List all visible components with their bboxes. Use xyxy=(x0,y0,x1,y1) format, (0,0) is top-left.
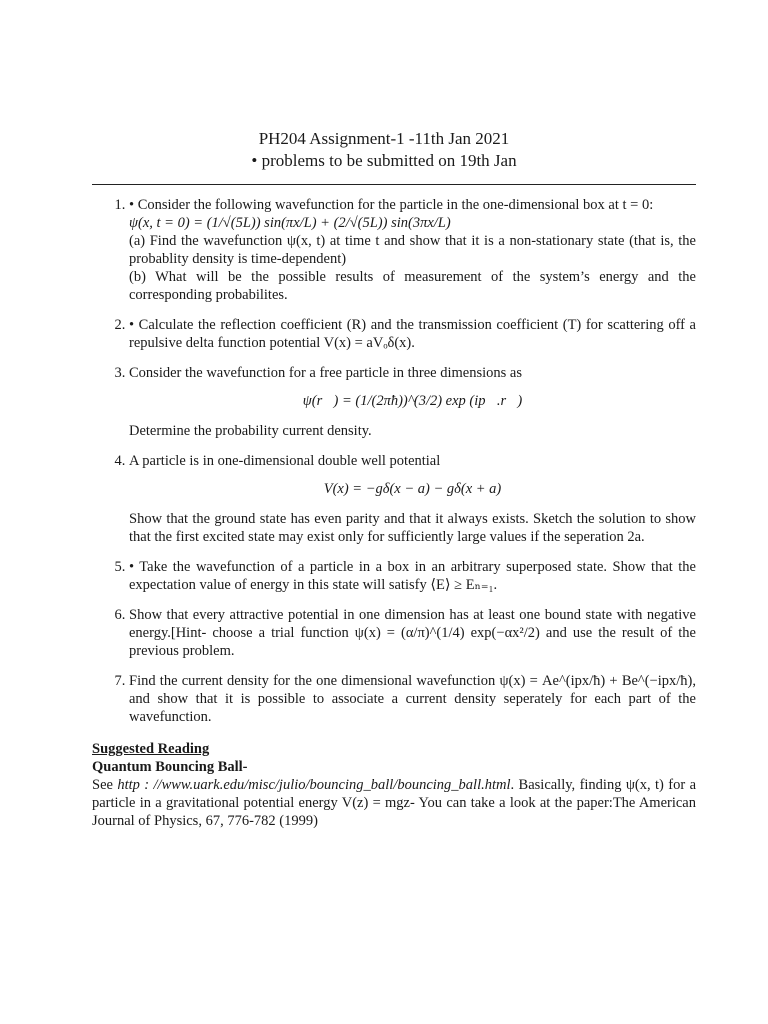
problem-4 xyxy=(129,452,696,546)
reading-see: See xyxy=(92,777,113,793)
problem-6 xyxy=(129,606,696,660)
problem-4-intro: A particle is in one-dimensional double well potential xyxy=(129,453,441,469)
problem-1-part-b: (b) What will be the possible results of measurement of the system’s energy and the corresponding probabilites. xyxy=(129,269,696,303)
problem-6-text: Show that every attractive potential in one dimension has at least one bound state with negative energy.[Hint- choose a trial function ψ(x) = (α/π)^(1/4) exp(−αx²/2) and use the result of the previous problem. xyxy=(129,607,696,659)
problem-4-equation: V(x) = −gδ(x − a) − gδ(x + a) xyxy=(323,481,502,497)
problem-1-intro: • Consider the following wavefunction for the particle in the one-dimensional box at t = 0: xyxy=(129,197,654,213)
problem-3 xyxy=(129,364,696,440)
header-rule xyxy=(92,184,696,185)
suggested-reading-section xyxy=(92,740,696,830)
problem-3-equation: ψ(r⃗) = (1/(2πħ))^(3/2) exp (ip⃗.r⃗) xyxy=(302,393,523,409)
reading-url-link[interactable]: http : //www.uark.edu/misc/julio/bouncing_ball/bouncing_ball.html xyxy=(117,777,511,793)
problem-2 xyxy=(129,316,696,352)
problem-4-after: Show that the ground state has even parity and that it always exists. Sketch the solution to show that the first excited state may exist only for sufficiently large values if the seperation 2a. xyxy=(129,511,696,545)
problem-1 xyxy=(129,196,696,304)
submission-note: • problems to be submitted on 19th Jan xyxy=(251,151,517,170)
problem-1-part-a: (a) Find the wavefunction ψ(x, t) at time t and show that it is a non-stationary state (that is, the probablity density is time-dependent) xyxy=(129,233,696,267)
reading-paragraph xyxy=(92,776,696,830)
suggested-reading-heading: Suggested Reading xyxy=(92,741,210,757)
problem-5-text: • Take the wavefunction of a particle in a box in an arbitrary superposed state. Show that the expectation value of energy in this state will satisfy ⟨E⟩ ≥ Eₙ₌₁. xyxy=(129,559,696,593)
problem-7-text: Find the current density for the one dimensional wavefunction ψ(x) = Ae^(ipx/ħ) + Be^(−ipx/ħ), and show that it is possible to associate a current density seperately for each part of the wavefunction. xyxy=(129,673,696,725)
quantum-bouncing-ball-heading: Quantum Bouncing Ball- xyxy=(92,759,248,775)
problem-3-after: Determine the probability current density. xyxy=(129,423,372,439)
problem-7 xyxy=(129,672,696,726)
problem-3-intro: Consider the wavefunction for a free particle in three dimensions as xyxy=(129,365,522,381)
problem-1-equation: ψ(x, t = 0) = (1/√(5L)) sin(πx/L) + (2/√(5L)) sin(3πx/L) xyxy=(129,215,451,231)
problem-5 xyxy=(129,558,696,594)
problem-list xyxy=(92,196,696,726)
document-body xyxy=(92,196,696,830)
assignment-title: PH204 Assignment-1 -11th Jan 2021 xyxy=(258,129,510,148)
reading-text: . Basically, finding ψ(x, t) for a particle in a gravitational potential energy V(z) = mgz- You can take a look at the paper:The American Journal of Physics, 67, 776-782 (1999) xyxy=(92,777,697,829)
problem-2-text: • Calculate the reflection coefficient (R) and the transmission coefficient (T) for scattering off a repulsive delta function potential V(x) = aVₒδ(x). xyxy=(129,317,696,351)
